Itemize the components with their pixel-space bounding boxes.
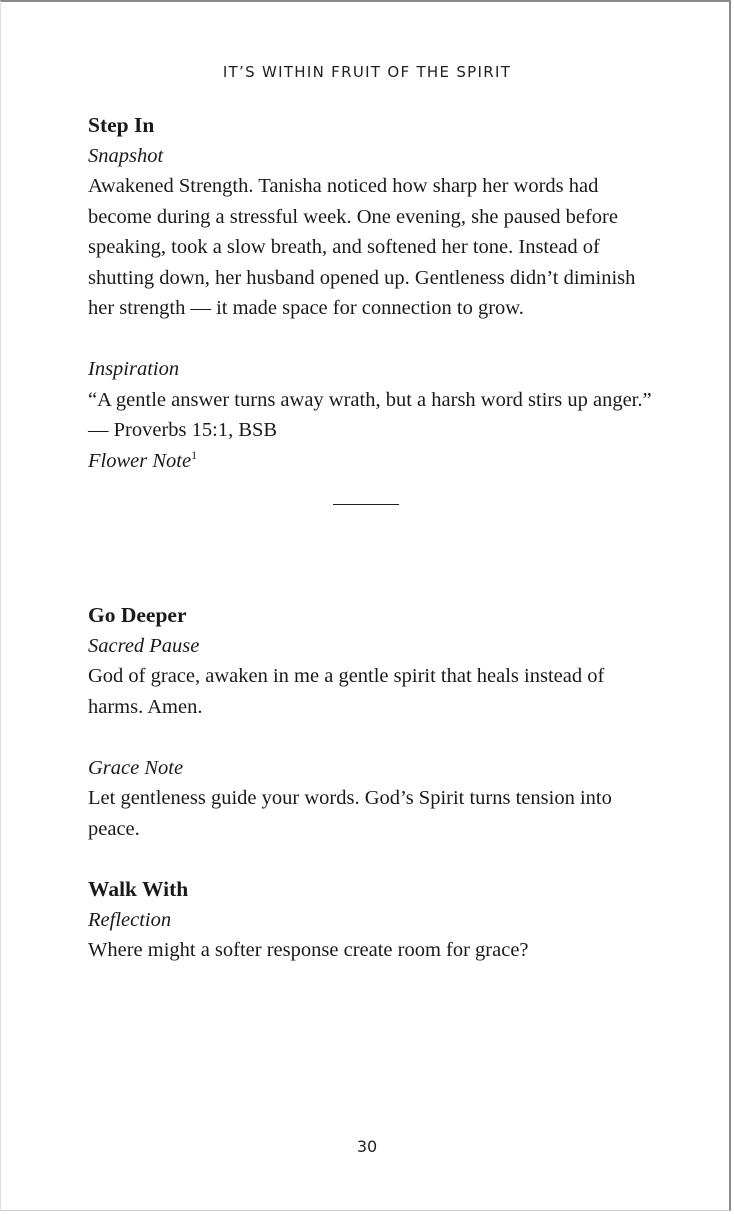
section-divider-area [88, 476, 658, 600]
sacred-pause-label: Sacred Pause [88, 634, 200, 657]
scripture-quote: “A gentle answer turns away wrath, but a harsh word stirs up anger.” [88, 388, 652, 411]
spacer [88, 324, 658, 355]
sacred-pause-text: God of grace, awaken in me a gentle spirit that heals instead of harms. Amen. [88, 665, 605, 718]
reflection-label: Reflection [88, 908, 172, 931]
scripture-citation: — Proverbs 15:1, BSB [88, 419, 278, 441]
page-number: 30 [356, 1137, 378, 1156]
snapshot-label: Snapshot [88, 144, 164, 167]
grace-note-text: Let gentleness guide your words. God’s Spirit turns tension into peace. [88, 787, 612, 840]
running-head: IT’S WITHIN FRUIT OF THE SPIRIT [222, 63, 512, 81]
section-divider [333, 504, 399, 505]
reflection-text: Where might a softer response create room for grace? [88, 939, 529, 961]
inspiration-label: Inspiration [88, 358, 180, 380]
step-in-title: Step In [88, 113, 155, 137]
page-body [88, 110, 658, 966]
grace-note-label: Grace Note [88, 756, 184, 779]
snapshot-text: Awakened Strength. Tanisha noticed how sharp her words had become during a stressful week. One evening, she paused before speaking, took a slow breath, and softened her tone. Instead of shutting down, her husband opened up. Gentleness didn’t diminish her strength — it made space for connection to grow. [88, 175, 636, 319]
spacer [88, 722, 658, 753]
step-in-section [88, 110, 658, 476]
spacer [88, 844, 658, 874]
flower-note [88, 446, 658, 477]
walk-with-section [88, 874, 658, 966]
go-deeper-title: Go Deeper [88, 603, 187, 627]
go-deeper-section [88, 600, 658, 844]
flower-note-label: Flower Note [88, 449, 192, 472]
walk-with-title: Walk With [88, 877, 189, 901]
footnote-marker[interactable]: 1 [191, 447, 198, 462]
